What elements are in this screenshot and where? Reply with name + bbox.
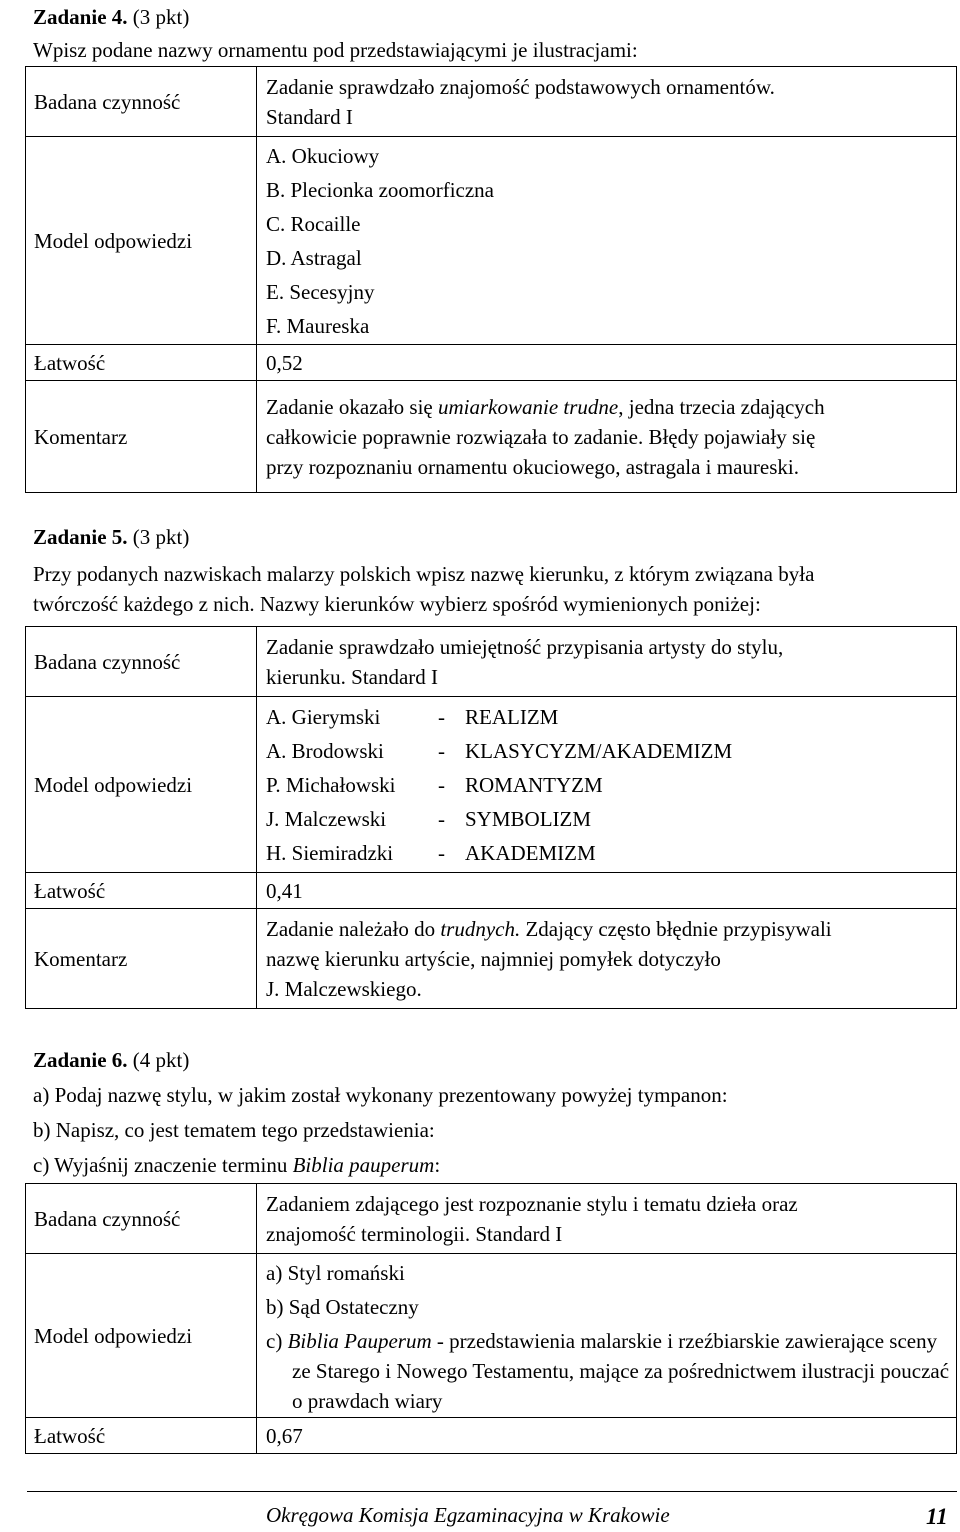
- task-5-badana-value: [257, 627, 957, 697]
- task-5-model-label: Model odpowiedzi: [26, 697, 257, 873]
- task-5-badana-line: kierunku. Standard I: [266, 664, 439, 689]
- task-4-komentarz-label: Komentarz: [26, 381, 257, 493]
- task-6-badana-line: Zadaniem zdającego jest rozpoznanie stylu i tematu dzieła oraz: [266, 1191, 798, 1216]
- task-4-latwosc-value: 0,52: [257, 345, 957, 381]
- task-4-komentarz-line: całkowicie poprawnie rozwiązała to zadanie. Błędy pojawiały się: [266, 424, 816, 449]
- task-6-model-item: b) Sąd Ostateczny: [266, 1294, 419, 1319]
- task-5-komentarz-value: [257, 909, 957, 1009]
- footer-divider: [27, 1491, 957, 1492]
- task-6-model-item: c) Biblia Pauperum - przedstawienia malarskie i rzeźbiarskie zawierające sceny ze Starego i Nowego Testamentu, mające za pośrednictwem ilustracji pouczać o prawdach wiary: [266, 1328, 950, 1413]
- task-4-komentarz-line: Zadanie okazało się umiarkowanie trudne, jedna trzecia zdających: [266, 394, 825, 419]
- task-4-instruction: Wpisz podane nazwy ornamentu pod przedstawiającymi je ilustracjami:: [33, 38, 638, 62]
- task-5-instruction-line: Przy podanych nazwiskach malarzy polskich wpisz nazwę kierunku, z którym związana była: [33, 562, 815, 586]
- task-5-komentarz-line: J. Malczewskiego.: [266, 976, 422, 1001]
- task-4-model-item: C. Rocaille: [266, 211, 361, 236]
- task-4-model-label: Model odpowiedzi: [26, 137, 257, 345]
- task-6-question-b: b) Napisz, co jest tematem tego przedstawienia:: [33, 1118, 435, 1142]
- task-6-heading: [33, 1045, 189, 1075]
- task-4-heading: [33, 2, 189, 32]
- task-4-latwosc-label: Łatwość: [26, 345, 257, 381]
- task-6-model-value: [257, 1254, 957, 1418]
- page-number: 11: [926, 1504, 948, 1529]
- task-6-points: (4 pkt): [132, 1048, 190, 1072]
- task-4-points: (3 pkt): [132, 5, 190, 29]
- task-6-model-item: a) Styl romański: [266, 1260, 405, 1285]
- task-5-heading: [33, 522, 189, 552]
- task-5-title: Zadanie 5.: [33, 525, 128, 549]
- task-4-model-item: A. Okuciowy: [266, 143, 380, 168]
- task-4-title: Zadanie 4.: [33, 5, 128, 29]
- task-5-komentarz-line: Zadanie należało do trudnych. Zdający często błędnie przypisywali: [266, 916, 832, 941]
- task-4-badana-line: Standard I: [266, 104, 353, 129]
- task-6-question-c: c) Wyjaśnij znaczenie terminu Biblia pauperum:: [33, 1153, 441, 1177]
- task-6-badana-line: znajomość terminologii. Standard I: [266, 1221, 563, 1246]
- task-6-title: Zadanie 6.: [33, 1048, 128, 1072]
- task-4-badana-line: Zadanie sprawdzało znajomość podstawowych ornamentów.: [266, 74, 775, 99]
- task-4-model-item: E. Secesyjny: [266, 279, 375, 304]
- task-6-latwosc-label: Łatwość: [26, 1418, 257, 1454]
- task-4-model-item: D. Astragal: [266, 245, 362, 270]
- task-5-latwosc-label: Łatwość: [26, 873, 257, 909]
- task-5-model-row: A. Brodowski - KLASYCYZM/AKADEMIZM: [266, 738, 733, 763]
- task-5-points: (3 pkt): [132, 525, 190, 549]
- task-5-model-row: H. Siemiradzki - AKADEMIZM: [266, 840, 596, 865]
- task-6-badana-value: [257, 1184, 957, 1254]
- task-4-badana-label: Badana czynność: [26, 67, 257, 137]
- task-4-komentarz-value: [257, 381, 957, 493]
- task-4-model-item: B. Plecionka zoomorficzna: [266, 177, 495, 202]
- task-5-badana-label: Badana czynność: [26, 627, 257, 697]
- task-4-badana-value: [257, 67, 957, 137]
- task-4-komentarz-line: przy rozpoznaniu ornamentu okuciowego, astragala i maureski.: [266, 454, 799, 479]
- task-6-question-a: a) Podaj nazwę stylu, w jakim został wykonany prezentowany powyżej tympanon:: [33, 1083, 728, 1107]
- task-6-model-label: Model odpowiedzi: [26, 1254, 257, 1418]
- task-6-badana-label: Badana czynność: [26, 1184, 257, 1254]
- task-4-table: [25, 66, 957, 493]
- task-4-model-item: F. Maureska: [266, 313, 370, 338]
- task-5-instruction-line: twórczość każdego z nich. Nazwy kierunków wybierz spośród wymienionych poniżej:: [33, 592, 761, 616]
- task-5-badana-line: Zadanie sprawdzało umiejętność przypisania artysty do stylu,: [266, 634, 784, 659]
- task-6-table: [25, 1183, 957, 1454]
- task-5-komentarz-line: nazwę kierunku artyście, najmniej pomyłek dotyczyło: [266, 946, 721, 971]
- task-5-model-row: J. Malczewski - SYMBOLIZM: [266, 806, 592, 831]
- task-5-model-row: P. Michałowski - ROMANTYZM: [266, 772, 603, 797]
- task-5-latwosc-value: 0,41: [257, 873, 957, 909]
- task-5-table: [25, 626, 957, 1009]
- task-5-model-row: A. Gierymski - REALIZM: [266, 704, 559, 729]
- task-5-komentarz-label: Komentarz: [26, 909, 257, 1009]
- task-5-model-value: [257, 697, 957, 873]
- footer-organization: Okręgowa Komisja Egzaminacyjna w Krakowie: [266, 1503, 670, 1527]
- task-4-model-value: [257, 137, 957, 345]
- task-6-latwosc-value: 0,67: [257, 1418, 957, 1454]
